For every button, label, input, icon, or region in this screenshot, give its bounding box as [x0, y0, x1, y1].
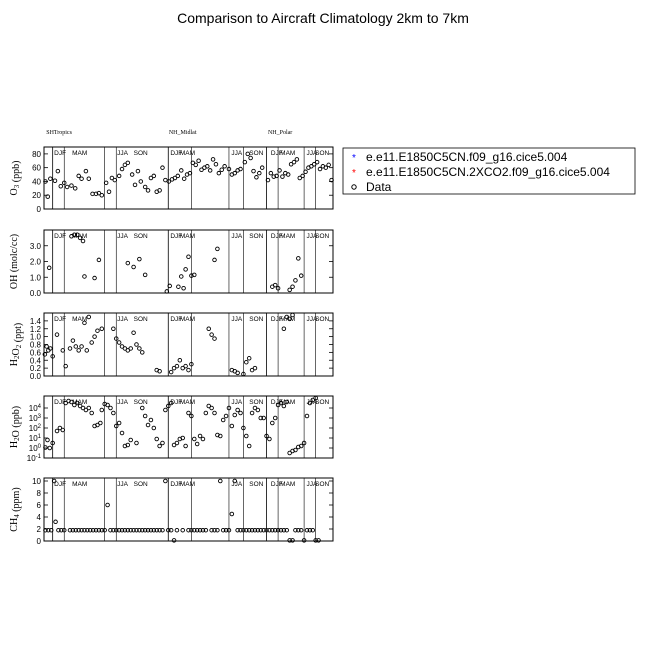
legend-label: e.e11.E1850C5CN.f09_g16.cice5.004: [366, 150, 568, 164]
y-tick-label: $10^3$: [28, 414, 41, 423]
data-point: [198, 434, 202, 438]
season-label: JJA: [117, 399, 129, 406]
season-label: SON: [133, 316, 148, 323]
data-point: [68, 347, 72, 351]
season-label: DJF: [54, 233, 67, 240]
data-point: [59, 184, 63, 188]
y-tick-label: 8: [36, 489, 41, 498]
y-tick-label: 3.0: [29, 241, 41, 251]
data-point: [217, 171, 221, 175]
season-label: MAM: [179, 399, 196, 406]
y-axis-label: $O_3$ (ppb): [9, 160, 22, 196]
data-point: [117, 174, 121, 178]
data-point: [132, 331, 136, 335]
data-point: [288, 288, 292, 292]
data-point: [84, 169, 88, 173]
data-point: [90, 411, 94, 415]
season-label: MAM: [72, 150, 88, 157]
data-point: [273, 416, 277, 420]
season-label: JJA: [117, 150, 129, 157]
season-label: SON: [315, 481, 330, 488]
data-point: [85, 349, 89, 353]
season-label: MAM: [179, 316, 196, 323]
data-point: [294, 279, 298, 283]
season-label: SON: [133, 399, 148, 406]
data-point: [55, 333, 59, 337]
data-point: [77, 349, 81, 353]
season-label: SON: [249, 481, 264, 488]
data-point: [187, 255, 191, 259]
data-point: [236, 371, 240, 375]
y-tick-label: 10: [32, 477, 41, 486]
data-point: [236, 408, 240, 412]
data-point: [195, 442, 199, 446]
season-label: JJA: [231, 481, 243, 488]
region-label: Tropics: [53, 130, 72, 136]
data-point: [184, 268, 188, 272]
season-label: DJF: [270, 233, 283, 240]
season-label: SON: [249, 150, 264, 157]
data-point: [109, 406, 113, 410]
data-point: [221, 418, 225, 422]
y-tick-label: 1.0: [29, 332, 41, 342]
data-point: [126, 161, 130, 165]
panel-4: [9, 396, 333, 463]
data-point: [149, 418, 153, 422]
season-label: DJF: [54, 150, 67, 157]
chart-title: Comparison to Aircraft Climatology 2km to 7km: [177, 10, 469, 26]
data-point: [143, 414, 147, 418]
y-tick-label: $10^4$: [28, 404, 41, 413]
data-point: [74, 345, 78, 349]
y-tick-label: 0.6: [29, 348, 41, 358]
season-label: DJF: [170, 150, 183, 157]
legend-label: e.e11.E1850C5CN.2XCO2.f09_g16.cice5.004: [366, 165, 610, 179]
legend: [343, 148, 635, 194]
season-label: SON: [133, 233, 148, 240]
data-point: [133, 183, 137, 187]
data-point: [230, 424, 234, 428]
data-point: [117, 421, 121, 425]
data-point: [169, 370, 173, 374]
season-label: MAM: [179, 150, 196, 157]
season-label: DJF: [54, 481, 67, 488]
data-point: [130, 173, 134, 177]
data-point: [46, 438, 50, 442]
data-point: [49, 177, 53, 181]
y-tick-label: 0: [36, 205, 41, 214]
data-point: [87, 315, 91, 319]
data-point: [143, 273, 147, 277]
season-label: JJA: [117, 316, 129, 323]
season-label: DJF: [170, 316, 183, 323]
data-point: [132, 265, 136, 269]
season-label: DJF: [270, 150, 283, 157]
data-point: [139, 180, 143, 184]
panel-1: [9, 130, 333, 214]
data-point: [140, 406, 144, 410]
data-point: [120, 167, 124, 171]
data-point: [93, 276, 97, 280]
data-point: [253, 366, 257, 370]
data-point: [211, 158, 215, 162]
data-point: [138, 347, 142, 351]
data-point: [83, 275, 87, 279]
data-point: [136, 169, 140, 173]
season-label: JJA: [231, 399, 243, 406]
data-point: [107, 190, 111, 194]
y-axis-label: $CH_4$ (ppm): [9, 487, 22, 532]
data-point: [305, 414, 309, 418]
data-point: [224, 414, 228, 418]
panel-5: [9, 477, 333, 546]
season-label: JJA: [117, 481, 129, 488]
data-point: [53, 179, 57, 183]
season-label: DJF: [54, 316, 67, 323]
data-point: [184, 444, 188, 448]
y-tick-label: $10^{-1}$: [26, 454, 41, 463]
data-point: [117, 341, 121, 345]
data-point: [138, 257, 142, 261]
data-point: [182, 177, 186, 181]
data-point: [260, 166, 264, 170]
y-tick-label: 0.0: [29, 289, 41, 298]
season-label: JJA: [306, 399, 318, 406]
panel-2: [9, 230, 333, 298]
data-point: [177, 285, 181, 289]
data-point: [146, 423, 150, 427]
data-point: [175, 441, 179, 445]
y-tick-label: 2.0: [29, 257, 41, 267]
data-point: [164, 408, 168, 412]
data-point: [152, 426, 156, 430]
data-point: [146, 189, 150, 193]
data-point: [201, 437, 205, 441]
season-label: DJF: [270, 316, 283, 323]
data-point: [295, 158, 299, 162]
season-label: SON: [249, 316, 264, 323]
data-point: [161, 441, 165, 445]
data-point: [256, 408, 260, 412]
data-point: [194, 163, 198, 167]
data-point: [327, 163, 331, 167]
data-point: [100, 193, 104, 197]
season-label: JJA: [231, 150, 243, 157]
season-label: DJF: [170, 233, 183, 240]
data-point: [112, 327, 116, 331]
y-tick-label: 80: [32, 149, 41, 159]
y-tick-label: 6: [36, 501, 41, 510]
season-label: SON: [315, 233, 330, 240]
y-tick-label: $10^1$: [28, 434, 41, 443]
data-point: [90, 341, 94, 345]
data-point: [97, 258, 101, 262]
season-label: MAM: [179, 481, 196, 488]
data-point: [230, 512, 234, 516]
y-tick-label: 1.4: [29, 316, 41, 326]
data-point: [281, 175, 285, 179]
data-point: [258, 171, 262, 175]
data-point: [80, 345, 84, 349]
data-point: [93, 335, 97, 339]
y-axis-label: $H_2O_2$ (ppt): [9, 322, 24, 367]
season-label: SON: [249, 233, 264, 240]
data-point: [172, 539, 176, 543]
season-label: DJF: [270, 481, 283, 488]
data-point: [271, 421, 275, 425]
data-point: [252, 169, 256, 173]
data-point: [152, 174, 156, 178]
season-label: MAM: [179, 233, 196, 240]
data-point: [181, 528, 185, 532]
season-label: JJA: [231, 233, 243, 240]
season-label: JJA: [306, 150, 318, 157]
data-point: [250, 411, 254, 415]
data-point: [158, 444, 162, 448]
data-point: [197, 159, 201, 163]
data-point: [218, 479, 222, 483]
region-label: SH: [46, 130, 54, 136]
data-point: [96, 329, 100, 333]
data-point: [106, 503, 110, 507]
data-point: [214, 162, 218, 166]
data-point: [299, 274, 303, 278]
data-point: [71, 339, 75, 343]
data-point: [213, 258, 217, 262]
data-point: [126, 261, 130, 265]
season-label: MAM: [72, 399, 88, 406]
data-point: [45, 345, 49, 349]
y-axis-label: OH (molc/cc): [9, 233, 20, 290]
y-tick-label: 1.2: [29, 324, 41, 334]
data-point: [87, 177, 91, 181]
y-tick-label: $10^0$: [28, 444, 41, 453]
data-point: [87, 406, 91, 410]
data-point: [273, 283, 277, 287]
season-label: MAM: [72, 316, 88, 323]
data-point: [143, 185, 147, 189]
data-point: [187, 411, 191, 415]
season-label: DJF: [170, 481, 183, 488]
season-label: MAM: [280, 399, 296, 406]
data-point: [175, 528, 179, 532]
season-label: JJA: [306, 233, 318, 240]
data-point: [245, 360, 249, 364]
y-tick-label: 60: [32, 163, 41, 173]
region-label: NH_Midlat: [168, 130, 197, 136]
data-point: [155, 437, 159, 441]
data-point: [192, 437, 196, 441]
data-point: [223, 164, 227, 168]
season-label: MAM: [280, 233, 296, 240]
legend-label: Data: [366, 180, 392, 194]
data-point: [297, 257, 301, 261]
y-tick-label: 0.8: [29, 340, 41, 350]
data-point: [129, 438, 133, 442]
legend-marker-star: *: [352, 153, 356, 164]
season-label: SON: [315, 399, 330, 406]
data-point: [100, 327, 104, 331]
y-tick-label: 2: [36, 525, 41, 534]
season-label: JJA: [306, 316, 318, 323]
data-point: [187, 368, 191, 372]
season-label: SON: [133, 150, 148, 157]
season-label: SON: [315, 316, 330, 323]
data-point: [178, 358, 182, 362]
season-label: MAM: [280, 316, 296, 323]
season-label: JJA: [231, 316, 243, 323]
data-point: [54, 520, 58, 524]
y-tick-label: 0.4: [29, 356, 41, 366]
data-point: [73, 187, 77, 191]
season-label: JJA: [117, 233, 129, 240]
y-tick-label: 0: [36, 537, 41, 546]
data-point: [213, 411, 217, 415]
data-point: [47, 266, 51, 270]
data-point: [135, 441, 139, 445]
data-point: [182, 286, 186, 290]
data-point: [129, 347, 133, 351]
panel-3: [9, 313, 333, 381]
data-point: [268, 437, 272, 441]
season-label: MAM: [72, 481, 88, 488]
y-tick-label: 0.0: [29, 372, 41, 381]
y-tick-label: 1.0: [29, 273, 41, 283]
season-label: MAM: [280, 481, 296, 488]
data-point: [100, 408, 104, 412]
data-point: [220, 168, 224, 172]
season-label: DJF: [170, 399, 183, 406]
y-tick-label: $10^2$: [28, 424, 41, 433]
data-point: [65, 185, 69, 189]
data-point: [239, 411, 243, 415]
data-point: [210, 406, 214, 410]
data-point: [282, 327, 286, 331]
data-point: [216, 247, 220, 251]
y-tick-label: 40: [32, 177, 41, 187]
data-point: [99, 421, 103, 425]
data-point: [176, 174, 180, 178]
data-point: [233, 413, 237, 417]
legend-marker-star: *: [352, 168, 356, 179]
data-point: [204, 411, 208, 415]
y-tick-label: 0.2: [29, 364, 41, 374]
panels: [9, 130, 333, 546]
data-point: [164, 479, 168, 483]
data-point: [208, 169, 212, 173]
data-point: [210, 333, 214, 337]
data-point: [161, 166, 165, 170]
data-point: [179, 169, 183, 173]
season-label: DJF: [54, 399, 67, 406]
y-tick-label: 20: [32, 191, 41, 201]
season-label: MAM: [280, 150, 296, 157]
season-label: JJA: [306, 481, 318, 488]
season-label: SON: [133, 481, 148, 488]
data-point: [56, 169, 60, 173]
data-point: [140, 351, 144, 355]
data-point: [184, 364, 188, 368]
region-label: NH_Polar: [267, 130, 293, 136]
data-point: [70, 184, 74, 188]
season-label: SON: [249, 399, 264, 406]
data-point: [247, 444, 251, 448]
data-point: [291, 285, 295, 289]
season-label: SON: [315, 150, 330, 157]
data-point: [245, 434, 249, 438]
data-point: [55, 429, 59, 433]
data-point: [120, 431, 124, 435]
data-point: [255, 176, 259, 180]
data-point: [112, 411, 116, 415]
y-axis-label: $H_2O$ (ppb): [9, 405, 22, 449]
season-label: DJF: [270, 399, 283, 406]
data-point: [48, 446, 52, 450]
data-point: [247, 356, 251, 360]
data-point: [179, 275, 183, 279]
data-point: [213, 337, 217, 341]
season-label: MAM: [72, 233, 88, 240]
y-tick-label: 4: [36, 513, 41, 522]
data-point: [80, 177, 84, 181]
data-point: [175, 364, 179, 368]
data-point: [269, 171, 273, 175]
data-point: [207, 327, 211, 331]
data-point: [135, 343, 139, 347]
